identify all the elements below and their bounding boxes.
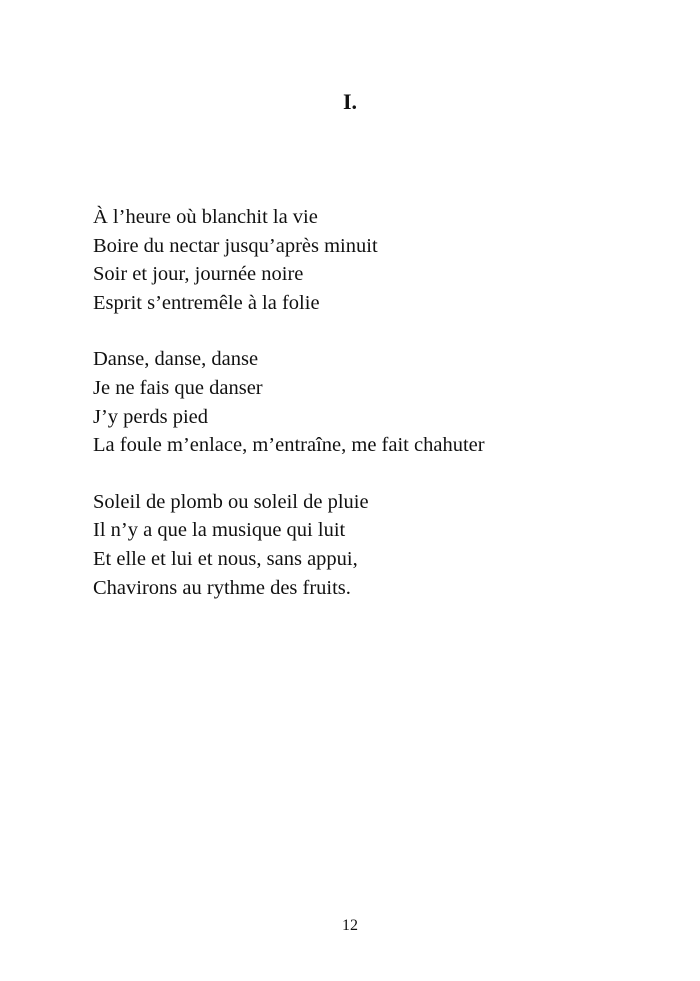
poem-line: Je ne fais que danser xyxy=(93,376,263,399)
poem-line: Il n’y a que la musique qui luit xyxy=(93,519,346,542)
poem-line: Soir et jour, journée noire xyxy=(93,263,304,286)
poem-line: Danse, danse, danse xyxy=(93,348,259,371)
poem-line: Et elle et lui et nous, sans appui, xyxy=(93,547,358,570)
poem-line: Chavirons au rythme des fruits. xyxy=(93,576,351,599)
page-number: 12 xyxy=(342,917,358,934)
stanza-2 xyxy=(93,345,485,459)
poem-line: Boire du nectar jusqu’après minuit xyxy=(93,234,378,257)
poem-line: Soleil de plomb ou soleil de pluie xyxy=(93,490,369,513)
poem-line: J’y perds pied xyxy=(93,405,209,428)
poem-line: Esprit s’entremêle à la folie xyxy=(93,291,320,314)
poem-line: À l’heure où blanchit la vie xyxy=(93,206,318,228)
stanza-1 xyxy=(93,203,485,317)
poem-body xyxy=(93,203,485,630)
chapter-heading: I. xyxy=(342,89,358,114)
stanza-3 xyxy=(93,488,485,602)
poem-line: La foule m’enlace, m’entraîne, me fait chahuter xyxy=(93,434,485,457)
